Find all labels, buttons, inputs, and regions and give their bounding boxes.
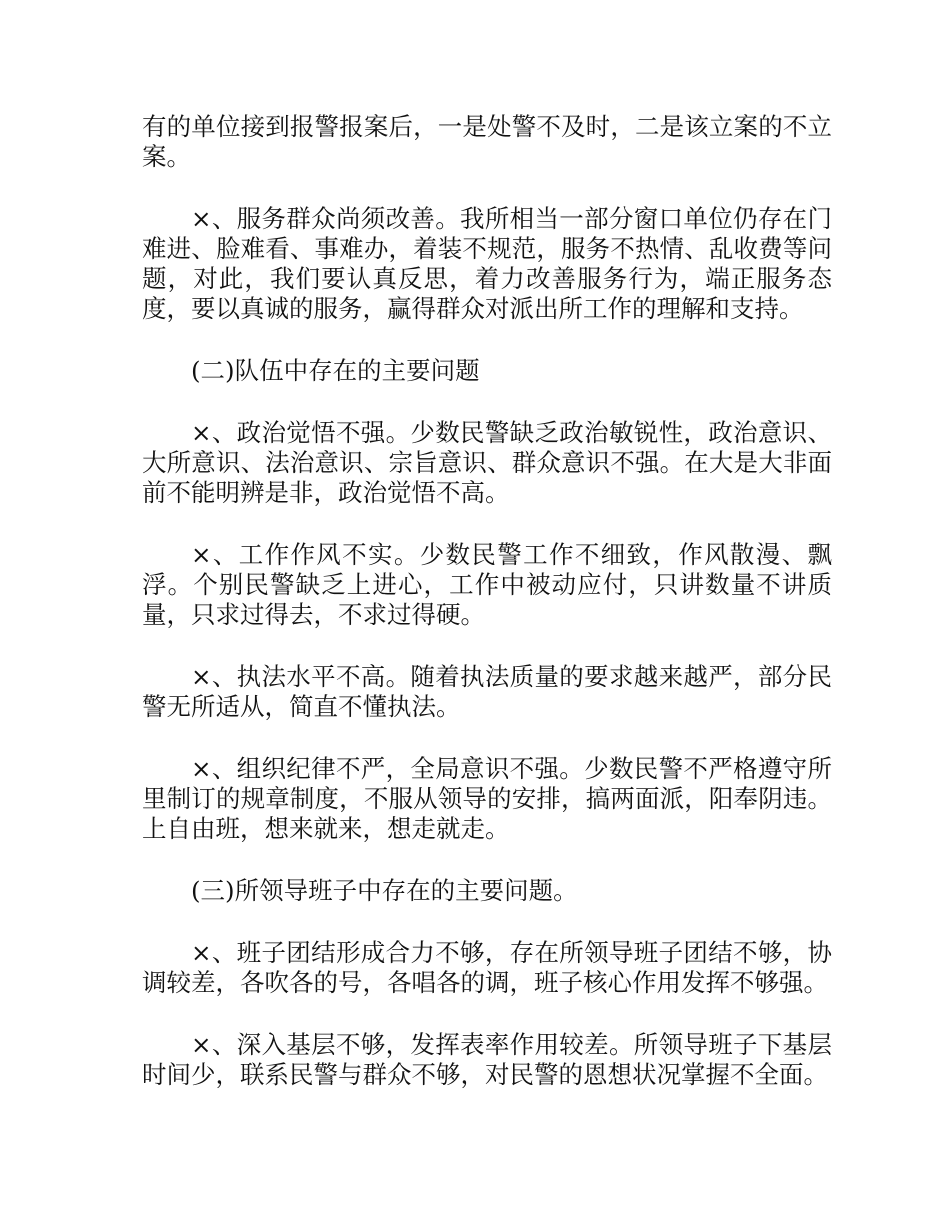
section-heading-leadership-problems: (三)所领导班子中存在的主要问题。 xyxy=(191,876,578,905)
paragraph-law-enforcement: ×、执法水平不高。随着执法质量的要求越来越严，部分民警无所适从，简直不懂执法。 xyxy=(142,662,832,721)
paragraph-discipline: ×、组织纪律不严，全局意识不强。少数民警不严格遵守所里制订的规章制度，不服从领导的安排，搞两面派，阳奉阴违。上自由班，想来就来，想走就走。 xyxy=(142,754,832,843)
paragraph-team-unity: ×、班子团结形成合力不够，存在所领导班子团结不够，协调较差，各吹各的号，各唱各的调，班子核心作用发挥不够强。 xyxy=(142,938,832,997)
document-body xyxy=(142,112,832,1122)
paragraph-continuation: 有的单位接到报警报案后，一是处警不及时，二是该立案的不立案。 xyxy=(142,112,832,171)
section-heading-team-problems: (二)队伍中存在的主要问题 xyxy=(191,356,480,385)
paragraph-work-style: ×、工作作风不实。少数民警工作不细致，作风散漫、飘浮。个别民警缺乏上进心，工作中被动应付，只讲数量不讲质量，只求过得去，不求过得硬。 xyxy=(142,540,832,629)
paragraph-political-awareness: ×、政治觉悟不强。少数民警缺乏政治敏锐性，政治意识、大所意识、法治意识、宗旨意识、群众意识不强。在大是大非面前不能明辨是非，政治觉悟不高。 xyxy=(142,418,832,507)
paragraph-grassroots: ×、深入基层不够，发挥表率作用较差。所领导班子下基层时间少，联系民警与群众不够，对民警的恩想状况掌握不全面。 xyxy=(142,1030,832,1089)
paragraph-service-improvement: ×、服务群众尚须改善。我所相当一部分窗口单位仍存在门难进、脸难看、事难办，着装不规范，服务不热情、乱收费等问题，对此，我们要认真反思，着力改善服务行为，端正服务态度，要以真诚的服务，赢得群众对派出所工作的理解和支持。 xyxy=(142,204,832,323)
